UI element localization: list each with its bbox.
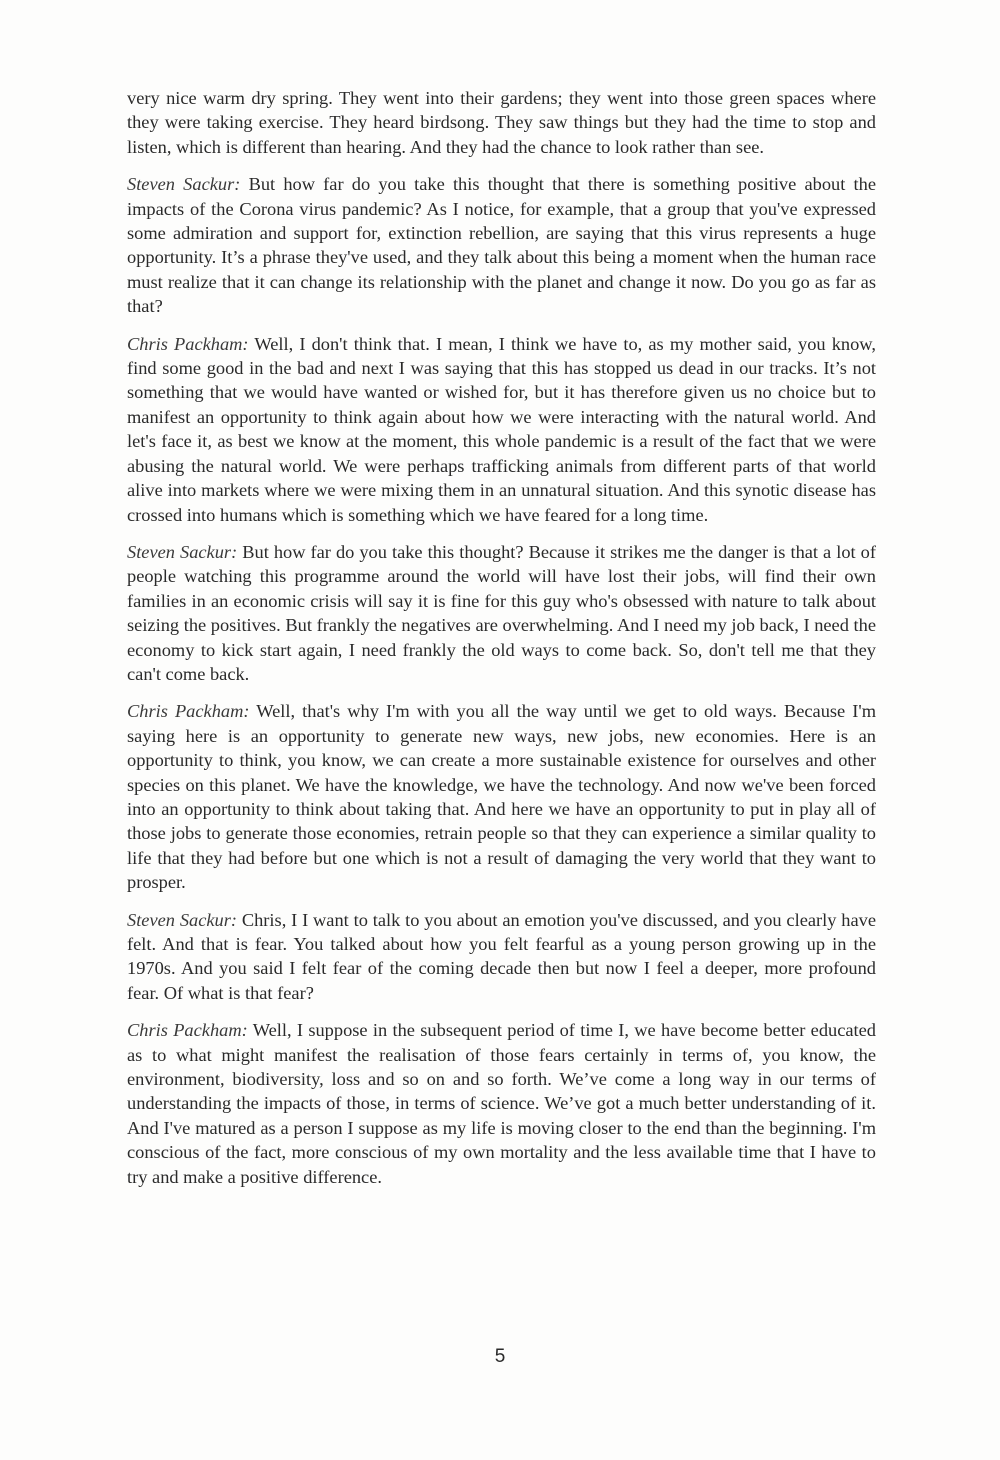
transcript-body	[127, 86, 876, 1202]
speaker-label: Steven Sackur:	[127, 541, 238, 562]
paragraph-text: But how far do you take this thought? Because it strikes me the danger is that a lot of people watching this programme around the world will have lost their jobs, will find their own families in an economic crisis will say it is fine for this guy who's obsessed with nature to talk about seizing the positives. But frankly the negatives are overwhelming. And I need my job back, I need the economy to kick start again, I need frankly the old ways to come back. So, don't tell me that they can't come back.	[127, 541, 876, 684]
paragraph-continuation	[127, 86, 876, 159]
paragraph-text: Well, I don't think that. I mean, I think we have to, as my mother said, you know, find some good in the bad and next I was saying that this has stopped us dead in our tracks. It’s not something that we would have wanted or wished for, but it has therefore given us no choice but to manifest an opportunity to think again about how we were interacting with the natural world. And let's face it, as best we know at the moment, this whole pandemic is a result of the fact that we were abusing the natural world. We were perhaps trafficking animals from different parts of that world alive into markets where we were mixing them in an unnatural situation. And this synotic disease has crossed into humans which is something which we have feared for a long time.	[127, 333, 876, 525]
paragraph-steven-sackur	[127, 540, 876, 686]
page-number: 5	[494, 1346, 506, 1367]
paragraph-text: very nice warm dry spring. They went into their gardens; they went into those green spaces where they were taking exercise. They heard birdsong. They saw things but they had the time to stop and listen, which is different than hearing. And they had the chance to look rather than see.	[127, 88, 876, 157]
paragraph-chris-packham	[127, 332, 876, 527]
paragraph-text: Well, I suppose in the subsequent period of time I, we have become better educated as to what might manifest the realisation of those fears certainly in terms of, you know, the environment, biodiversity, loss and so on and so forth. We’ve come a long way in our terms of understanding the impacts of those, in terms of science. We’ve got a much better understanding of it. And I've matured as a person I suppose as my life is moving closer to the end than the beginning. I'm conscious of the fact, more conscious of my own mortality and the less available time that I have to try and make a positive difference.	[127, 1020, 877, 1187]
speaker-label: Chris Packham:	[127, 701, 250, 722]
paragraph-chris-packham	[127, 699, 876, 894]
paragraph-steven-sackur	[127, 172, 876, 318]
speaker-label: Steven Sackur:	[127, 909, 238, 930]
paragraph-text: Well, that's why I'm with you all the way until we get to old ways. Because I'm saying here is an opportunity to generate new ways, new jobs, new economies. Here is an opportunity to think, you know, we can create a more sustainable existence for ourselves and other species on this planet. We have the knowledge, we have the technology. And now we've been forced into an opportunity to think about taking that. And here we have an opportunity to put in play all of those jobs to generate those economies, retrain people so that they can experience a similar quality to life that they had before but one which is not a result of damaging the very world that they want to prosper.	[127, 701, 877, 893]
paragraph-text: But how far do you take this thought that there is something positive about the impacts of the Corona virus pandemic? As I notice, for example, that a group that you've expressed some admiration and support for, extinction rebellion, are saying that this virus represents a huge opportunity. It’s a phrase they've used, and they talk about this being a moment when the human race must realize that it can change its relationship with the planet and change it now. Do you go as far as that?	[127, 174, 876, 317]
paragraph-text: Chris, I I want to talk to you about an emotion you've discussed, and you clearly have felt. And that is fear. You talked about how you felt fearful as a young person growing up in the 1970s. And you said I felt fear of the coming decade then but now I feel a deeper, more profound fear. Of what is that fear?	[127, 909, 876, 1003]
paragraph-chris-packham	[127, 1018, 876, 1189]
speaker-label: Steven Sackur:	[127, 174, 241, 195]
paragraph-steven-sackur	[127, 908, 876, 1006]
speaker-label: Chris Packham:	[127, 333, 249, 354]
speaker-label: Chris Packham:	[127, 1020, 248, 1041]
